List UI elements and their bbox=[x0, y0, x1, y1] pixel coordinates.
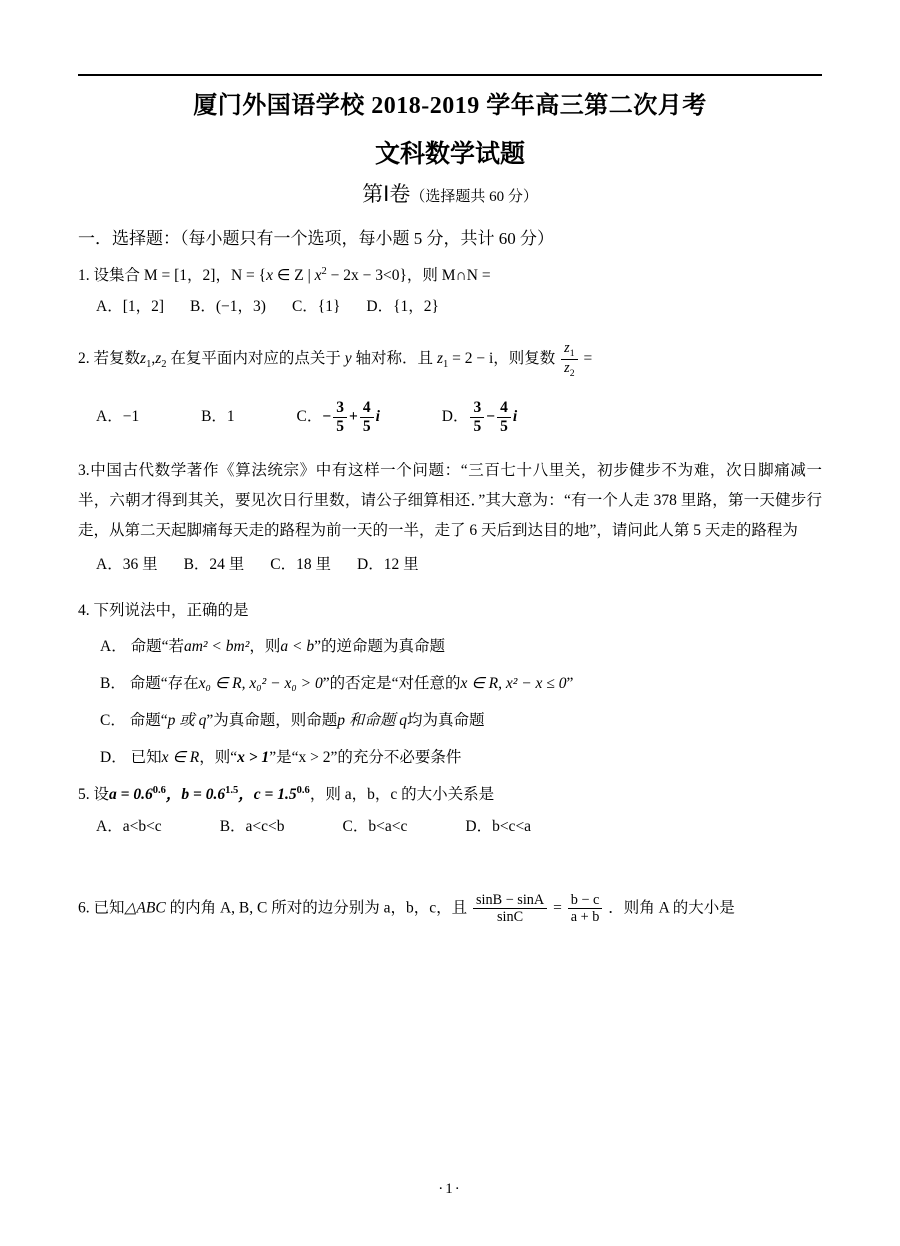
question-4-option-b[interactable] bbox=[100, 672, 822, 697]
question-2-option-b[interactable] bbox=[201, 404, 235, 430]
question-3-paragraph: 中国古代数学著作《算法统宗》中有这样一个问题：“三百七十八里关，初步健步不为难，次日脚痛减一半，六朝才得到其关，要见次日行里数，请公子细算相还．”其大意为：“有一个人走 378 里路，第一天健步行走，从第二天起脚痛每天走的路程为前一天的一半，走了 6 天后到达目的地”，请问此人第 5 天走的路程为 bbox=[78, 461, 822, 539]
question-5-option-a[interactable]: A．a<b<c bbox=[96, 818, 162, 836]
question-5-number: 5. bbox=[78, 786, 90, 804]
question-3 bbox=[78, 456, 822, 578]
question-2-number: 2. bbox=[78, 349, 90, 367]
question-5-c-exp: 0.6 bbox=[296, 785, 310, 797]
question-4-option-b-post: ” bbox=[566, 675, 574, 693]
question-5-a-exp: 0.6 bbox=[152, 785, 166, 797]
question-2-option-a[interactable] bbox=[96, 404, 139, 430]
question-4-option-c-math: p 或 q bbox=[167, 711, 207, 729]
question-2-equals: = bbox=[583, 349, 593, 367]
question-2-option-c-frac2 bbox=[360, 399, 374, 436]
question-6-triangle: △ABC bbox=[124, 899, 166, 917]
question-2-z1b-sub: 1 bbox=[442, 359, 449, 371]
question-1-var: x bbox=[266, 266, 273, 284]
header-divider bbox=[78, 74, 822, 76]
question-1-options bbox=[96, 294, 822, 320]
question-4-option-b-pre: 命题“存在 bbox=[129, 675, 199, 693]
question-1-stem-rest: − 2x − 3<0}，则 M∩N = bbox=[330, 266, 491, 284]
question-4-option-b-math: x₀ ∈ R, x₀² − x₀ > 0 bbox=[198, 675, 323, 693]
question-4-option-b-mid: ”的否定是“对任意的 bbox=[322, 675, 461, 693]
question-2-stem bbox=[78, 340, 822, 379]
question-1-expr-var: x bbox=[314, 266, 322, 284]
question-2-option-d-frac1 bbox=[470, 399, 484, 436]
question-4-stem-text: 下列说法中，正确的是 bbox=[93, 601, 249, 619]
section-heading: 一．选择题：（每小题只有一个选项，每小题 5 分，共计 60 分） bbox=[78, 228, 554, 248]
question-1 bbox=[78, 263, 822, 320]
question-3-stem bbox=[78, 456, 822, 547]
question-2-comma: , bbox=[151, 349, 156, 367]
question-2-option-c-sign: − bbox=[322, 407, 332, 425]
question-3-number: 3. bbox=[78, 461, 90, 479]
question-5-options bbox=[96, 814, 822, 840]
question-4-option-b-label: B． bbox=[100, 675, 126, 693]
question-2-option-a-label: A． bbox=[96, 407, 123, 425]
question-4-option-d-post: ”是“x > 2”的充分不必要条件 bbox=[269, 748, 462, 766]
question-6-equals: = bbox=[553, 899, 562, 917]
question-1-expr-exp: 2 bbox=[321, 265, 327, 277]
question-1-stem-mid: ∈ Z | bbox=[276, 266, 311, 284]
question-4-options bbox=[78, 635, 822, 770]
question-4-option-d-pre: 已知 bbox=[130, 748, 162, 766]
question-2-z1: z bbox=[140, 349, 147, 367]
question-2 bbox=[78, 340, 822, 436]
question-6-number: 6. bbox=[78, 899, 90, 917]
question-2-option-c-n1: 3 bbox=[333, 399, 347, 418]
question-2-z2: z bbox=[155, 349, 162, 367]
question-1-stem-pre: 设集合 M = [1，2]，N = { bbox=[93, 266, 267, 284]
question-3-option-c[interactable]: C．18 里 bbox=[270, 556, 332, 574]
question-2-option-c[interactable] bbox=[297, 399, 380, 436]
question-5-option-b[interactable]: B．a<c<b bbox=[219, 818, 285, 836]
page-subtitle: 文科数学试题 bbox=[374, 140, 525, 168]
question-2-frac-num-sub: 1 bbox=[569, 347, 575, 359]
question-4-option-d-math2: x > 1 bbox=[237, 748, 270, 766]
question-2-text-c: 轴对称．且 bbox=[355, 349, 434, 367]
question-2-option-d-tail: i bbox=[512, 407, 518, 425]
question-6-stem-pre: 已知 bbox=[93, 899, 125, 917]
question-4-option-a-label: A． bbox=[100, 638, 127, 656]
question-4-option-a-post: ”的逆命题为真命题 bbox=[314, 638, 445, 656]
question-1-option-b[interactable]: B．(−1，3) bbox=[190, 298, 266, 316]
question-4-stem bbox=[78, 598, 822, 624]
question-1-stem bbox=[78, 263, 822, 289]
question-4-option-d-math: x ∈ R bbox=[161, 748, 200, 766]
question-4-option-d-mid: ，则“ bbox=[199, 748, 238, 766]
question-3-option-b[interactable]: B．24 里 bbox=[183, 556, 245, 574]
question-4-option-d[interactable] bbox=[100, 746, 822, 771]
question-2-frac-den bbox=[561, 360, 577, 379]
page-title: 厦门外国语学校 2018-2019 学年高三第二次月考 bbox=[193, 93, 707, 119]
question-2-option-c-d1: 5 bbox=[336, 417, 344, 435]
question-4-option-a-mid: ，则 bbox=[249, 638, 281, 656]
question-4-option-d-label: D． bbox=[100, 748, 127, 766]
question-6-frac1-den: sinC bbox=[497, 909, 524, 926]
question-2-option-b-value: 1 bbox=[226, 407, 235, 425]
question-2-option-c-op: + bbox=[348, 407, 358, 425]
question-2-option-a-value: −1 bbox=[122, 407, 140, 425]
question-5-option-d[interactable]: D．b<c<a bbox=[465, 818, 532, 836]
question-5-b-exp: 1.5 bbox=[225, 785, 239, 797]
question-2-option-c-tail: i bbox=[375, 407, 380, 425]
question-4-option-a-pre: 命题“若 bbox=[130, 638, 184, 656]
question-4-option-b-math2: x ∈ R, x² − x ≤ 0 bbox=[460, 675, 567, 693]
question-6-fraction-left bbox=[473, 892, 547, 926]
question-2-option-d-d2: 5 bbox=[500, 417, 508, 435]
question-2-yvar: y bbox=[344, 349, 352, 367]
question-5-stem bbox=[78, 782, 822, 808]
question-2-option-c-frac1 bbox=[333, 399, 347, 436]
question-6-frac2-den: a + b bbox=[570, 909, 600, 926]
question-6-frac1-num: sinB − sinA bbox=[473, 892, 547, 909]
question-5 bbox=[78, 782, 822, 839]
question-2-option-b-label: B． bbox=[201, 407, 227, 425]
question-2-frac-den-var: z bbox=[564, 359, 570, 376]
question-5-option-c[interactable]: C．b<a<c bbox=[342, 818, 408, 836]
question-2-text-b: 在复平面内对应的点关于 bbox=[170, 349, 341, 367]
question-4-option-c-mid: ”为真命题，则命题 bbox=[206, 711, 338, 729]
question-2-frac-den-sub: 2 bbox=[569, 367, 575, 379]
page-number: ·1· bbox=[438, 1181, 462, 1197]
question-1-option-a[interactable]: A．[1，2] bbox=[96, 298, 165, 316]
part-label: 第Ⅰ卷 bbox=[362, 181, 411, 206]
question-4-option-c-post: 均为真命题 bbox=[407, 711, 485, 729]
question-5-b: ，b = 0.6 bbox=[165, 786, 226, 804]
question-4-option-a-math2: a < b bbox=[280, 638, 315, 656]
question-4-number: 4. bbox=[78, 601, 90, 619]
question-2-option-d[interactable] bbox=[442, 399, 517, 436]
question-4 bbox=[78, 598, 822, 771]
question-2-option-c-d2: 5 bbox=[362, 417, 371, 435]
question-1-number: 1. bbox=[78, 266, 90, 284]
question-5-stem-post: ，则 a，b，c 的大小关系是 bbox=[309, 786, 495, 804]
question-2-text-d: = 2 − i，则复数 bbox=[452, 349, 556, 367]
question-2-option-d-op: − bbox=[486, 407, 496, 425]
question-2-option-d-d1: 5 bbox=[473, 417, 482, 435]
question-3-option-d[interactable]: D．12 里 bbox=[357, 556, 419, 574]
question-2-option-d-frac2 bbox=[497, 399, 511, 436]
question-5-stem-pre: 设 bbox=[93, 786, 110, 804]
question-2-option-c-label: C． bbox=[296, 407, 323, 425]
question-2-frac-num bbox=[561, 340, 577, 360]
question-3-option-a[interactable]: A．36 里 bbox=[96, 556, 158, 574]
question-6-stem bbox=[78, 892, 822, 926]
question-2-z1b: z bbox=[436, 349, 443, 367]
question-6-fraction-right bbox=[568, 892, 603, 926]
question-4-option-c-math2: p 和命题 q bbox=[337, 711, 408, 729]
question-5-a: a = 0.6 bbox=[109, 786, 153, 804]
question-2-z2-sub: 2 bbox=[161, 359, 167, 371]
question-1-option-c[interactable]: C．{1} bbox=[291, 298, 341, 316]
question-6-stem-post: ．则角 A 的大小是 bbox=[608, 899, 735, 917]
question-2-option-d-n2: 4 bbox=[497, 399, 511, 418]
question-4-option-c-label: C． bbox=[100, 711, 126, 729]
part-label-line bbox=[78, 178, 822, 208]
question-2-z1-sub: 1 bbox=[146, 359, 152, 371]
question-2-fraction bbox=[561, 340, 577, 379]
question-4-option-a-math: am² < bm² bbox=[183, 638, 250, 656]
question-6-frac2-num: b − c bbox=[568, 892, 603, 909]
part-note: （选择题共 60 分） bbox=[410, 188, 538, 205]
question-2-option-c-n2: 4 bbox=[360, 399, 374, 418]
question-4-option-a[interactable] bbox=[100, 635, 822, 660]
question-2-frac-num-var: z bbox=[564, 339, 570, 356]
question-6-stem-mid: 的内角 A, B, C 所对的边分别为 a，b，c，且 bbox=[169, 899, 468, 917]
question-6 bbox=[78, 892, 822, 926]
question-4-option-c[interactable] bbox=[100, 709, 822, 734]
question-2-options bbox=[96, 399, 822, 436]
question-3-options bbox=[96, 552, 822, 578]
question-1-option-d[interactable]: D．{1，2} bbox=[366, 298, 439, 316]
question-2-text-a: 若复数 bbox=[93, 349, 141, 367]
question-4-option-c-pre: 命题“ bbox=[129, 711, 168, 729]
question-2-option-d-n1: 3 bbox=[470, 399, 484, 418]
question-2-option-d-label: D． bbox=[441, 407, 469, 425]
question-5-c: ，c = 1.5 bbox=[238, 786, 297, 804]
